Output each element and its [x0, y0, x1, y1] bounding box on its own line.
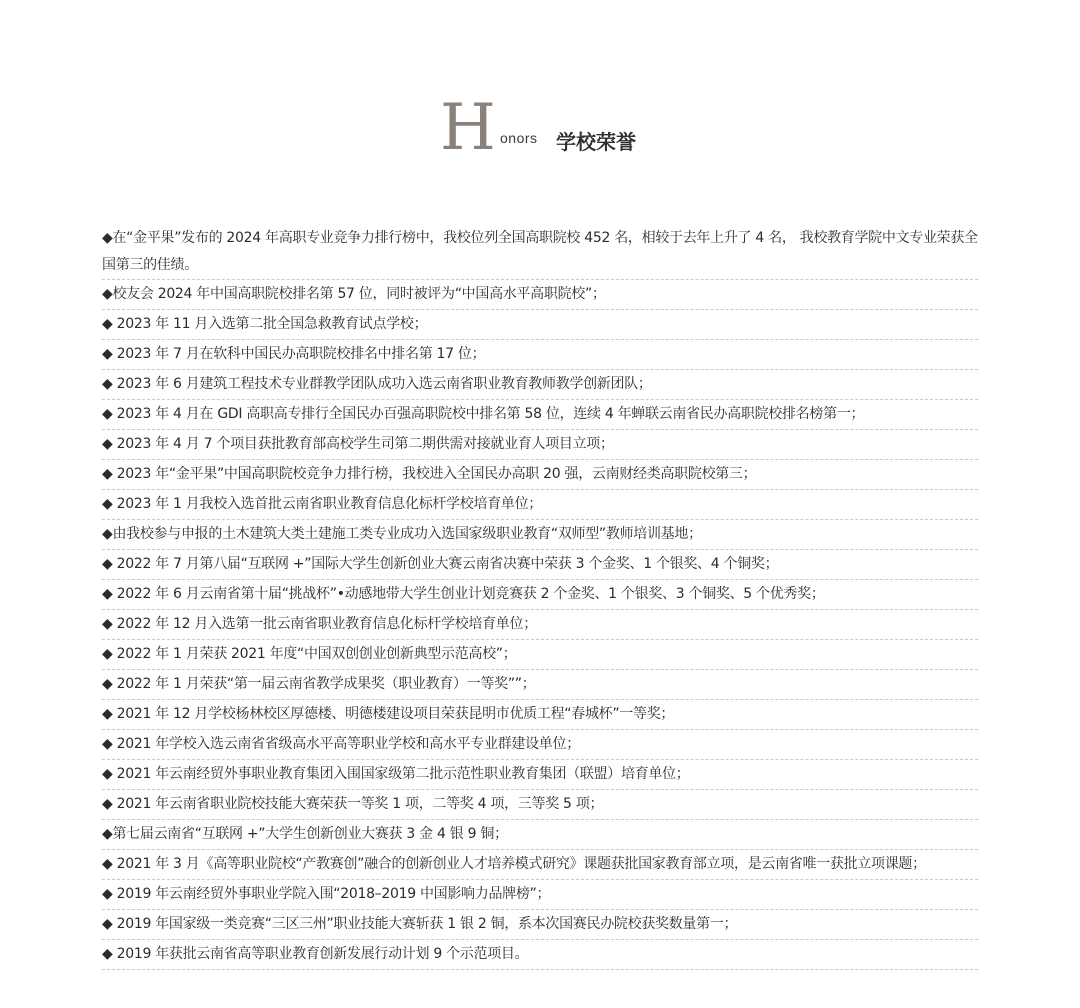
honor-item: ◆ 2019 年云南经贸外事职业学院入围“2018–2019 中国影响力品牌榜”；	[102, 880, 978, 910]
honor-item: ◆ 2021 年 12 月学校杨林校区厚德楼、明德楼建设项目荣获昆明市优质工程“春城杯”一等奖；	[102, 700, 978, 730]
honor-item: ◆由我校参与申报的土木建筑大类土建施工类专业成功入选国家级职业教育“双师型”教师培训基地；	[102, 520, 978, 550]
heading-english-word: onors	[500, 130, 538, 146]
honor-item: ◆ 2022 年 7 月第八届“互联网 +”国际大学生创新创业大赛云南省决赛中荣获 3 个金奖、1 个银奖、4 个铜奖；	[102, 550, 978, 580]
honors-list	[102, 224, 978, 970]
honor-item: ◆ 2019 年国家级一类竞赛“三区三州”职业技能大赛斩获 1 银 2 铜，系本次国赛民办院校获奖数量第一；	[102, 910, 978, 940]
honor-item: ◆ 2023 年 1 月我校入选首批云南省职业教育信息化标杆学校培育单位；	[102, 490, 978, 520]
honor-item: ◆ 2023 年 4 月在 GDI 高职高专排行全国民办百强高职院校中排名第 58 位，连续 4 年蝉联云南省民办高职院校排名榜第一；	[102, 400, 978, 430]
honor-item: ◆ 2022 年 1 月荣获 2021 年度“中国双创创业创新典型示范高校”；	[102, 640, 978, 670]
honor-item: ◆ 2021 年云南省职业院校技能大赛荣获一等奖 1 项，二等奖 4 项，三等奖 5 项；	[102, 790, 978, 820]
honor-item: ◆ 2023 年 11 月入选第二批全国急救教育试点学校；	[102, 310, 978, 340]
page-title: 学校荣誉	[556, 130, 636, 154]
honor-item: ◆ 2022 年 12 月入选第一批云南省职业教育信息化标杆学校培育单位；	[102, 610, 978, 640]
honor-item: ◆ 2019 年获批云南省高等职业教育创新发展行动计划 9 个示范项目。	[102, 940, 978, 970]
honor-item: ◆ 2023 年 6 月建筑工程技术专业群教学团队成功入选云南省职业教育教师教学创新团队；	[102, 370, 978, 400]
honor-item: ◆第七届云南省“互联网 +”大学生创新创业大赛获 3 金 4 银 9 铜；	[102, 820, 978, 850]
honor-item: ◆ 2022 年 1 月荣获“第一届云南省教学成果奖（职业教育）一等奖””；	[102, 670, 978, 700]
honor-item: ◆ 2023 年 7 月在软科中国民办高职院校排名中排名第 17 位；	[102, 340, 978, 370]
honor-item: ◆ 2021 年云南经贸外事职业教育集团入围国家级第二批示范性职业教育集团（联盟）培育单位；	[102, 760, 978, 790]
honor-item: ◆ 2021 年 3 月《高等职业院校“产教赛创”融合的创新创业人才培养模式研究》课题获批国家教育部立项，是云南省唯一获批立项课题；	[102, 850, 978, 880]
honor-item: ◆ 2023 年 4 月 7 个项目获批教育部高校学生司第二期供需对接就业育人项目立项；	[102, 430, 978, 460]
honor-item: ◆校友会 2024 年中国高职院校排名第 57 位，同时被评为“中国高水平高职院校”；	[102, 280, 978, 310]
honor-item: ◆在“金平果”发布的 2024 年高职专业竞争力排行榜中，我校位列全国高职院校 452 名，相较于去年上升了 4 名， 我校教育学院中文专业荣获全国第三的佳绩。	[102, 224, 978, 280]
honor-item: ◆ 2021 年学校入选云南省省级高水平高等职业学校和高水平专业群建设单位；	[102, 730, 978, 760]
heading-initial-letter: H	[440, 91, 496, 165]
honor-item: ◆ 2023 年“金平果”中国高职院校竞争力排行榜，我校进入全国民办高职 20 强，云南财经类高职院校第三；	[102, 460, 978, 490]
honor-item: ◆ 2022 年 6 月云南省第十届“挑战杯”•动感地带大学生创业计划竞赛获 2 个金奖、1 个银奖、3 个铜奖、5 个优秀奖；	[102, 580, 978, 610]
